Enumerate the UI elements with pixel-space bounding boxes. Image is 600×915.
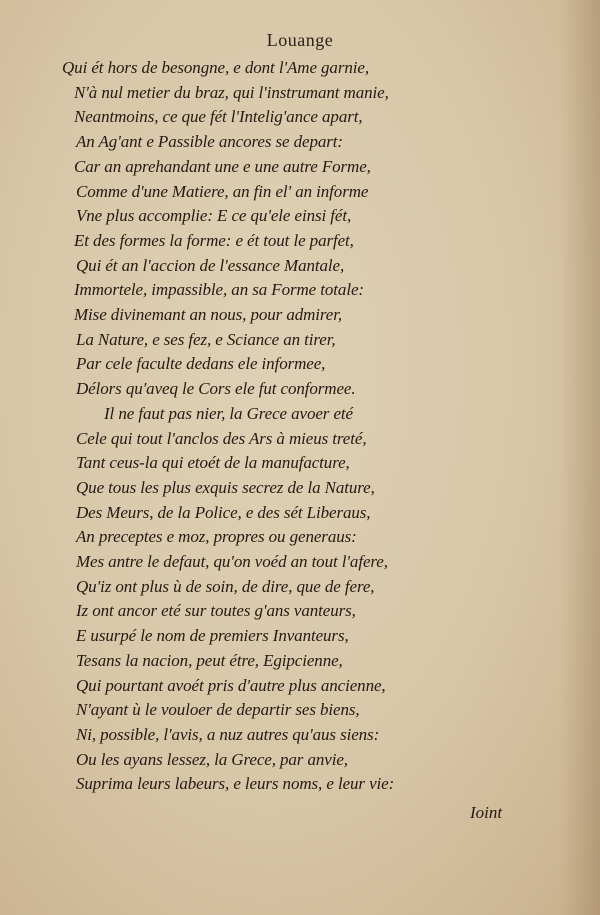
verse-line: An preceptes e moz, propres ou generaus:: [76, 527, 357, 547]
verse-line: Par cele faculte dedans ele informee,: [76, 354, 326, 374]
verse-line: Ou les ayans lessez, la Grece, par anvie,: [76, 749, 348, 769]
verse-line: Mise divinemant an nous, pour admirer,: [74, 305, 343, 324]
verse-line: Vne plus accomplie: E ce qu'ele einsi fét,: [76, 206, 352, 226]
verse-line: Que tous les plus exquis secrez de la Nature,: [76, 477, 375, 497]
verse-line: Tant ceus-la qui etoét de la manufacture,: [76, 453, 350, 473]
verse-line: Immortele, impassible, an sa Forme totale:: [74, 280, 364, 300]
catchword: Ioint: [470, 803, 503, 822]
verse-line: Neantmoins, ce que fét l'Intelig'ance apart,: [74, 107, 363, 127]
verse-line: Délors qu'aveq le Cors ele fut conformee.: [76, 379, 356, 399]
verse-line: Tesans la nacion, peut étre, Egipcienne,: [76, 650, 343, 670]
verse-line: E usurpé le nom de premiers Invanteurs,: [76, 626, 349, 646]
verse-line: Qui ét hors de besongne, e dont l'Ame garnie,: [62, 58, 369, 77]
verse-line: Cele qui tout l'anclos des Ars à mieus treté,: [76, 428, 367, 448]
verse-line: Comme d'une Matiere, an fin el' an informe: [76, 181, 369, 201]
verse-line: Des Meurs, de la Police, e des sét Liberaus,: [76, 502, 371, 522]
verse-line: Iz ont ancor eté sur toutes g'ans vanteurs,: [76, 601, 356, 621]
verse-line: Qui pourtant avoét pris d'autre plus ancienne,: [76, 675, 386, 695]
verse-line: Ni, possible, l'avis, a nuz autres qu'aus siens:: [76, 724, 380, 744]
verse-line: Qui ét an l'accion de l'essance Mantale,: [76, 255, 345, 275]
verse-line: Suprima leurs labeurs, e leurs noms, e leur vie:: [76, 774, 395, 794]
verse-line: Car an aprehandant une e une autre Forme,: [74, 156, 371, 176]
verse-line: Il ne faut pas nier, la Grece avoer eté: [104, 403, 353, 423]
verse-line: Mes antre le defaut, qu'on voéd an tout l'afere,: [76, 552, 388, 571]
verse-line: N'ayant ù le vouloer de departir ses biens,: [76, 700, 360, 720]
verse-line: An Ag'ant e Passible ancores se depart:: [76, 132, 343, 152]
verse-line: Et des formes la forme: e ét tout le parfet,: [74, 230, 354, 250]
verse-line: Qu'iz ont plus ù de soin, de dire, que de fere,: [76, 576, 375, 596]
running-header: Louange: [266, 30, 334, 50]
verse-line: N'à nul metier du braz, qui l'instrumant manie,: [74, 82, 389, 102]
verse-line: La Nature, e ses fez, e Sciance an tirer,: [76, 329, 336, 349]
